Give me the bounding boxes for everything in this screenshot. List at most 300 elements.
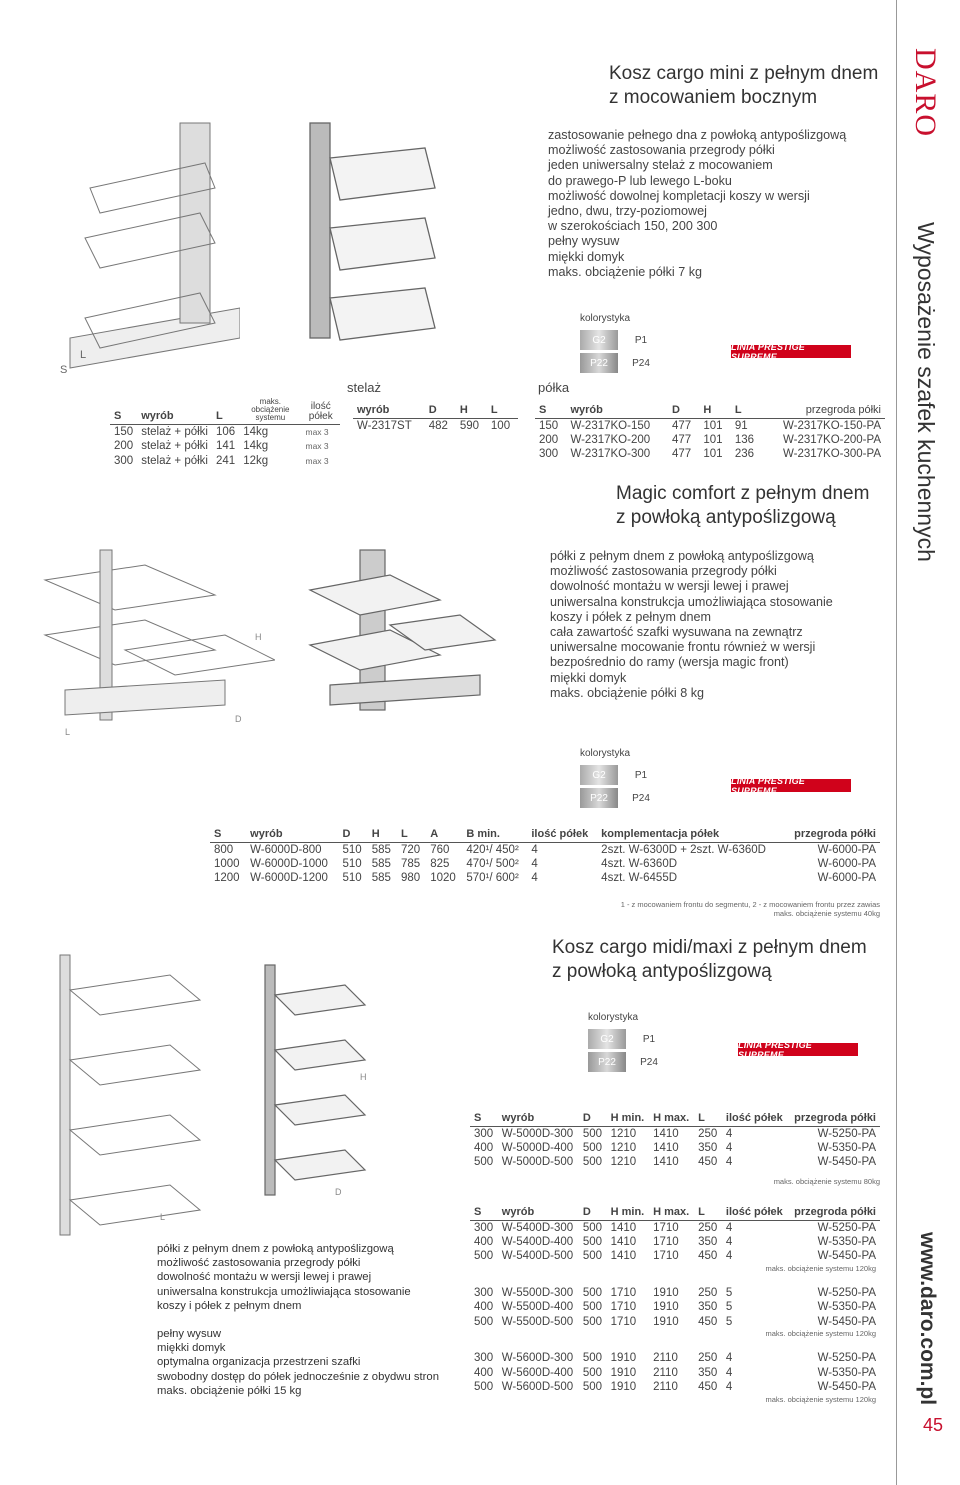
table-row bbox=[470, 1235, 880, 1250]
table-row bbox=[470, 1351, 880, 1366]
description-line: koszy i półek z pełnym dnem bbox=[550, 609, 711, 624]
table-row bbox=[470, 1220, 880, 1235]
table-cell: W-5250-PA bbox=[817, 1221, 876, 1234]
table-cell: max 3 bbox=[305, 427, 329, 437]
table-cell: 91 bbox=[734, 419, 748, 432]
col-s: S bbox=[110, 398, 137, 425]
section1-title-line1: Kosz cargo mini z pełnym dnem bbox=[609, 63, 879, 84]
table-cell: 400 bbox=[474, 1141, 494, 1154]
table-row bbox=[210, 842, 880, 857]
table-cell: 1410 bbox=[653, 1127, 679, 1140]
description-line: miękki domyk bbox=[157, 1342, 226, 1355]
description-line: możliwość zastosowania przegrody półki bbox=[550, 564, 777, 579]
table-cell: 500 bbox=[582, 1301, 603, 1314]
section2-title bbox=[616, 482, 869, 530]
section2-title-line1: Magic comfort z pełnym dnem bbox=[616, 483, 870, 504]
description-line: półki z pełnym dnem z powłoką antypoślizgową bbox=[157, 1243, 394, 1255]
section1-description bbox=[548, 128, 846, 280]
dim-l: L bbox=[80, 349, 87, 361]
table-cell: W-2317KO-300 bbox=[570, 448, 651, 461]
table-cell: 4 bbox=[725, 1141, 733, 1154]
swatch-p24: P24 bbox=[630, 1052, 668, 1072]
column-header: ilość półek bbox=[722, 1200, 788, 1220]
table-cell: W-6000D-1200 bbox=[250, 872, 328, 885]
table-cell: W-5500D-500 bbox=[501, 1315, 574, 1328]
table-cell: stelaż + półki bbox=[141, 426, 208, 438]
table-cell: 350 bbox=[698, 1141, 718, 1154]
table-cargo-midi-2 bbox=[470, 1200, 880, 1417]
description-line: uniwersalne mocowanie frontu również w wersji bbox=[550, 640, 816, 655]
table-row bbox=[470, 1126, 880, 1141]
section3-title-line2: z powłoką antypoślizgową bbox=[552, 961, 772, 982]
table-cell: 800 bbox=[214, 843, 234, 856]
table-header bbox=[210, 822, 880, 842]
table-cell: 1910 bbox=[653, 1286, 679, 1299]
column-header: H min. bbox=[607, 1200, 650, 1220]
table-cell: 150 bbox=[539, 419, 559, 432]
table-row bbox=[470, 1366, 880, 1381]
column-header: B min. bbox=[462, 822, 527, 842]
table-cell: 14kg bbox=[243, 440, 269, 453]
swatch-p24: P24 bbox=[622, 353, 660, 373]
table-cell: 5 bbox=[725, 1315, 733, 1328]
table-cell: W-5000D-400 bbox=[501, 1141, 574, 1154]
table-cell: W-5500D-400 bbox=[501, 1301, 574, 1314]
table-row bbox=[535, 447, 885, 462]
table-cell: 400 bbox=[474, 1366, 494, 1379]
table-cell: W-5400D-400 bbox=[501, 1235, 574, 1248]
column-header: A bbox=[426, 822, 462, 842]
system-load-note: maks. obciążenie systemu 120kg bbox=[765, 1263, 876, 1273]
col-h: H bbox=[699, 398, 730, 418]
table-cell: max 3 bbox=[305, 441, 329, 452]
table-cell: 4 bbox=[725, 1221, 733, 1234]
col-max bbox=[239, 398, 301, 425]
dim-s: S bbox=[60, 364, 68, 376]
table-cell: W-5450-PA bbox=[817, 1250, 876, 1263]
table-row bbox=[470, 1155, 880, 1170]
table-cell: W-6000D-1000 bbox=[250, 857, 328, 870]
prestige-badge-1: LINIA PRESTIGE SUPREME bbox=[731, 345, 851, 358]
section2-title-line2: z powłoką antypoślizgową bbox=[616, 507, 836, 528]
table-cell: 300 bbox=[474, 1352, 494, 1365]
table-cell: 350 bbox=[698, 1235, 718, 1248]
table-cell: 300 bbox=[539, 448, 559, 461]
table-row bbox=[353, 418, 518, 433]
column-header: D bbox=[579, 1106, 607, 1126]
table-magic-comfort bbox=[210, 822, 880, 886]
system-load-note: maks. obciążenie systemu 120kg bbox=[765, 1329, 876, 1338]
table-cell: 500 bbox=[474, 1381, 494, 1394]
section2-note1: 1 - z mocowaniem frontu do segmentu, 2 - z mocowaniem frontu przez zawias bbox=[620, 900, 880, 909]
description-line: możliwość zastosowania przegrody półki bbox=[548, 143, 775, 158]
table-row bbox=[110, 439, 340, 454]
column-header: L bbox=[694, 1106, 722, 1126]
section3-title bbox=[552, 936, 867, 984]
section2-description bbox=[550, 549, 833, 701]
table-cell: W-5350-PA bbox=[817, 1141, 876, 1154]
table-cell: 350 bbox=[698, 1301, 718, 1314]
kolorystyka-label: kolorystyka bbox=[588, 1012, 639, 1023]
table-cell: 477 bbox=[671, 448, 692, 461]
table-cell: 2110 bbox=[653, 1352, 678, 1365]
dim-l: L bbox=[65, 727, 71, 737]
table-row bbox=[470, 1300, 880, 1315]
table-cell: 250 bbox=[698, 1221, 718, 1234]
table-cell: 1710 bbox=[653, 1250, 679, 1263]
table-cell: 241 bbox=[216, 454, 236, 467]
table-cell: 250 bbox=[698, 1286, 718, 1299]
note-row bbox=[470, 1329, 880, 1351]
column-header: H bbox=[368, 822, 397, 842]
table-cell: 1910 bbox=[610, 1381, 637, 1394]
table-cell: W-5250-PA bbox=[817, 1352, 876, 1365]
table-cell: 2110 bbox=[653, 1366, 678, 1379]
swatch-g2: G2 bbox=[588, 1029, 626, 1049]
column-header: wyrób bbox=[498, 1106, 579, 1126]
table-cell: 1910 bbox=[653, 1315, 679, 1328]
table-cell: W-5000D-500 bbox=[501, 1156, 574, 1169]
table-cell: 585 bbox=[371, 872, 391, 885]
table-cell: 2110 bbox=[653, 1381, 678, 1394]
description-line: jedno, dwu, trzy-poziomowej bbox=[548, 204, 707, 219]
table-cell: 1410 bbox=[610, 1221, 637, 1234]
column-header: L bbox=[694, 1200, 722, 1220]
table-cell: 1910 bbox=[610, 1366, 637, 1379]
table-cell: 450 bbox=[698, 1250, 718, 1263]
prestige-badge-2: LINIA PRESTIGE SUPREME bbox=[731, 779, 851, 792]
section1-title bbox=[609, 62, 878, 110]
stelaz-caption: stelaż bbox=[347, 380, 381, 395]
swatch-p22: P22 bbox=[580, 353, 618, 373]
table-header bbox=[470, 1200, 880, 1220]
col-wyrob: wyrób bbox=[566, 398, 667, 418]
table-cell: W-5600D-500 bbox=[501, 1381, 574, 1394]
table-cell: 141 bbox=[216, 440, 236, 453]
table-cell: 300 bbox=[474, 1286, 494, 1299]
col-l: L bbox=[731, 398, 762, 418]
table-cell: 4 bbox=[725, 1127, 733, 1140]
table-cell: 4 bbox=[725, 1352, 733, 1365]
table-cell: W-5600D-400 bbox=[501, 1366, 574, 1379]
cargo-mini-drawing bbox=[40, 118, 240, 388]
column-header: D bbox=[579, 1200, 607, 1220]
col-przegroda: przegroda półki bbox=[762, 398, 885, 418]
col-s: S bbox=[535, 398, 566, 418]
table-cell: 450 bbox=[698, 1315, 718, 1328]
table-cell: W-5250-PA bbox=[817, 1127, 876, 1140]
table-row bbox=[470, 1249, 880, 1264]
column-header: L bbox=[397, 822, 426, 842]
table-cell: 500 bbox=[582, 1352, 603, 1365]
table-cell: 500 bbox=[582, 1235, 603, 1248]
table-header bbox=[535, 398, 885, 418]
table-cell: 720 bbox=[400, 843, 421, 856]
table-cell: 4 bbox=[531, 843, 538, 856]
column-header: S bbox=[210, 822, 246, 842]
table-cell: W-2317KO-200-PA bbox=[782, 433, 881, 446]
table-cell: 4szt. W-6360D bbox=[601, 857, 678, 870]
table-polka bbox=[535, 398, 885, 462]
kolorystyka-label: kolorystyka bbox=[580, 748, 631, 759]
description-line: miękki domyk bbox=[548, 249, 625, 264]
table-cell: 1210 bbox=[610, 1127, 637, 1140]
description-line: swobodny dostęp do półek jednocześnie z obydwu stron bbox=[157, 1370, 439, 1383]
table-cell: W-5350-PA bbox=[817, 1301, 876, 1314]
table-cell: 12kg bbox=[243, 454, 269, 467]
swatch-p1: P1 bbox=[630, 1029, 668, 1049]
logo-text: DARO bbox=[909, 48, 942, 138]
col-d: D bbox=[425, 398, 456, 418]
table-cell: 1710 bbox=[610, 1301, 637, 1314]
table-cell: W-5450-PA bbox=[817, 1381, 876, 1394]
description-line: dowolność montażu w wersji lewej i prawej bbox=[157, 1271, 372, 1284]
table-cell: 4 bbox=[531, 872, 538, 885]
table-stelaz-polki bbox=[110, 398, 340, 468]
column-header: ilość półek bbox=[527, 822, 597, 842]
brand-logo bbox=[908, 48, 942, 148]
table-cell: 1710 bbox=[653, 1221, 679, 1234]
note-row bbox=[470, 1264, 880, 1286]
kolorystyka-label: kolorystyka bbox=[580, 313, 631, 324]
table-cell: 236 bbox=[734, 448, 755, 461]
col-ilosc bbox=[302, 398, 341, 425]
table-cell: 500 bbox=[582, 1141, 603, 1154]
section2-colors bbox=[580, 748, 690, 808]
table-cell: 300 bbox=[474, 1127, 494, 1140]
table-cell: 101 bbox=[703, 433, 723, 446]
description-line: optymalna organizacja przestrzeni szafki bbox=[157, 1356, 361, 1369]
swatch-p22: P22 bbox=[580, 788, 618, 808]
table-cell: max 3 bbox=[305, 455, 329, 466]
table-cell: 4szt. W-6455D bbox=[601, 872, 678, 885]
section3-note1: maks. obciążenie systemu 80kg bbox=[773, 1177, 880, 1186]
table-cell: 500 bbox=[474, 1315, 494, 1328]
table-cell: 1910 bbox=[610, 1352, 637, 1365]
description-line: uniwersalna konstrukcja umożliwiająca stosowanie bbox=[550, 594, 833, 609]
table-cell: 1410 bbox=[610, 1235, 637, 1248]
table-cell: W-6000-PA bbox=[817, 857, 876, 870]
table-cell: 101 bbox=[703, 419, 723, 432]
page-number: 45 bbox=[923, 1415, 944, 1435]
table-cell: W-5350-PA bbox=[817, 1366, 876, 1379]
table-cell: 400 bbox=[474, 1235, 494, 1248]
swatch-p24: P24 bbox=[622, 788, 660, 808]
table-cell: 510 bbox=[342, 843, 362, 856]
cargo-midi-photo bbox=[255, 960, 375, 1200]
dim-h: H bbox=[360, 1072, 367, 1082]
table-cell: 1910 bbox=[653, 1301, 679, 1314]
table-row bbox=[110, 425, 340, 440]
table-cell: 5 bbox=[725, 1286, 733, 1299]
table-row bbox=[470, 1141, 880, 1156]
table-row bbox=[470, 1286, 880, 1301]
table-cell: 300 bbox=[114, 454, 134, 467]
col-l: L bbox=[212, 398, 239, 425]
description-line: do prawego-P lub lewego L-boku bbox=[548, 173, 732, 188]
table-cell: stelaż + półki bbox=[141, 454, 208, 467]
table-cell: 1410 bbox=[653, 1156, 679, 1169]
table-cell: W-2317ST bbox=[357, 419, 412, 432]
table-row bbox=[535, 418, 885, 433]
table-cell: 590 bbox=[459, 419, 480, 432]
polka-caption: półka bbox=[538, 380, 570, 395]
table-cell: 500 bbox=[582, 1250, 603, 1263]
table-cell: 450 bbox=[698, 1381, 718, 1394]
cargo-midi-drawing bbox=[40, 950, 230, 1240]
section3-description bbox=[157, 1242, 439, 1398]
table-cell: 450 bbox=[698, 1156, 718, 1169]
table-cell: 101 bbox=[703, 448, 723, 461]
table-cell: 4 bbox=[725, 1366, 733, 1379]
table-cell: 4 bbox=[531, 857, 538, 870]
column-header: komplementacja półek bbox=[597, 822, 783, 842]
side-title: Wyposażenie szafek kuchennych bbox=[913, 222, 939, 562]
dim-h: H bbox=[255, 632, 262, 642]
table-cell: 200 bbox=[539, 433, 559, 446]
table-cell: W-5400D-300 bbox=[501, 1221, 574, 1234]
table-cell: W-5000D-300 bbox=[501, 1127, 574, 1140]
table-cell: 477 bbox=[671, 433, 692, 446]
swatch-g2: G2 bbox=[580, 330, 618, 350]
column-header: wyrób bbox=[246, 822, 338, 842]
table-cell: 2szt. W-6300D + 2szt. W-6360D bbox=[601, 843, 766, 856]
table-cell: 1410 bbox=[610, 1250, 637, 1263]
description-line: bezpośrednio do ramy (wersja magic front) bbox=[550, 655, 789, 670]
table-cell: W-6000-PA bbox=[817, 872, 876, 885]
table-cell: 500 bbox=[582, 1221, 603, 1234]
table-cell: 400 bbox=[474, 1301, 494, 1314]
column-header: H max. bbox=[649, 1200, 694, 1220]
table-cell: 500 bbox=[582, 1156, 603, 1169]
table-row bbox=[110, 454, 340, 469]
col-d: D bbox=[668, 398, 699, 418]
col-wyrob: wyrób bbox=[137, 398, 212, 425]
dim-d: D bbox=[235, 714, 242, 724]
column-header: D bbox=[338, 822, 367, 842]
description-line: maks. obciążenie półki 8 kg bbox=[550, 685, 705, 700]
table-cell: 350 bbox=[698, 1366, 718, 1379]
magic-comfort-photo bbox=[300, 545, 500, 715]
description-line: w szerokościach 150, 200 300 bbox=[548, 219, 718, 234]
swatch-p22: P22 bbox=[588, 1052, 626, 1072]
table-cell: W-5450-PA bbox=[817, 1156, 876, 1169]
section3-title-line1: Kosz cargo midi/maxi z pełnym dnem bbox=[552, 937, 867, 958]
table-cell: W-2317KO-200 bbox=[570, 433, 651, 446]
table-cell: 585 bbox=[371, 843, 391, 856]
table-cell: W-2317KO-150 bbox=[570, 419, 651, 432]
table-header bbox=[470, 1106, 880, 1126]
table-cell: 585 bbox=[371, 857, 391, 870]
table-cell: 500 bbox=[582, 1315, 603, 1328]
col-l: L bbox=[487, 398, 518, 418]
description-line: uniwersalna konstrukcja umożliwiająca stosowanie bbox=[157, 1285, 411, 1298]
table-cell: 250 bbox=[698, 1127, 718, 1140]
table-cell: 980 bbox=[400, 872, 421, 885]
table-cell: W-5250-PA bbox=[817, 1286, 876, 1299]
table-cell: 785 bbox=[400, 857, 421, 870]
description-line: zastosowanie pełnego dna z powłoką antypoślizgową bbox=[548, 128, 847, 142]
table-row bbox=[210, 871, 880, 886]
column-header: ilość półek bbox=[722, 1106, 788, 1126]
table-header bbox=[110, 398, 340, 425]
description-line: pełny wysuw bbox=[548, 234, 620, 249]
table-cell: 510 bbox=[342, 872, 362, 885]
table-cell: 1000 bbox=[214, 857, 240, 870]
description-line: miękki domyk bbox=[550, 670, 627, 685]
table-cell: 1710 bbox=[653, 1235, 679, 1248]
table-cell: 4 bbox=[725, 1381, 733, 1394]
section3-colors bbox=[588, 1012, 698, 1072]
table-stelaz bbox=[353, 398, 518, 433]
website[interactable]: www.daro.com.pl bbox=[916, 1232, 939, 1406]
table-cell: W-2317KO-150-PA bbox=[782, 419, 881, 432]
table-cell: W-5400D-500 bbox=[501, 1250, 574, 1263]
table-row bbox=[210, 857, 880, 872]
table-row bbox=[535, 433, 885, 448]
table-cell: 500 bbox=[474, 1156, 494, 1169]
dim-d: D bbox=[335, 1187, 342, 1197]
description-line: jeden uniwersalny stelaż z mocowaniem bbox=[548, 158, 773, 173]
col-wyrob: wyrób bbox=[353, 398, 425, 418]
swatch-p1: P1 bbox=[622, 765, 660, 785]
table-cell: 1710 bbox=[610, 1286, 637, 1299]
system-load-note: maks. obciążenie systemu 120kg bbox=[765, 1394, 876, 1404]
table-cell: 136 bbox=[734, 433, 755, 446]
table-cell: 1200 bbox=[214, 872, 240, 885]
table-cell: 1410 bbox=[653, 1141, 679, 1154]
table-cell: 500 bbox=[474, 1250, 494, 1263]
table-cell: 510 bbox=[342, 857, 362, 870]
table-cell: 300 bbox=[474, 1221, 494, 1234]
table-cell: W-5600D-300 bbox=[501, 1352, 574, 1365]
table-row bbox=[470, 1380, 880, 1395]
table-cell: 4 bbox=[725, 1250, 733, 1263]
table-cell: 500 bbox=[582, 1286, 603, 1299]
prestige-badge-3: LINIA PRESTIGE SUPREME bbox=[738, 1043, 858, 1056]
table-cell: 4 bbox=[725, 1235, 733, 1248]
table-cell: 1710 bbox=[610, 1315, 637, 1328]
table-cell: 482 bbox=[428, 419, 448, 432]
col-h: H bbox=[456, 398, 487, 418]
table-row bbox=[470, 1315, 880, 1330]
dim-l: L bbox=[160, 1212, 166, 1222]
description-line: maks. obciążenie półki 15 kg bbox=[157, 1384, 302, 1397]
table-cell: 106 bbox=[216, 426, 236, 438]
right-divider bbox=[896, 0, 897, 1485]
cargo-mini-photo bbox=[305, 118, 445, 348]
table-cell: W-6000D-800 bbox=[250, 843, 322, 856]
table-cell: W-5450-PA bbox=[817, 1315, 876, 1328]
table-cell: 1020 bbox=[430, 872, 456, 885]
table-cell: 200 bbox=[114, 440, 134, 453]
section1-colors bbox=[580, 313, 690, 373]
column-header: S bbox=[470, 1200, 498, 1220]
description-line: maks. obciążenie półki 7 kg bbox=[548, 264, 703, 279]
table-header bbox=[353, 398, 518, 418]
table-cell: 250 bbox=[698, 1352, 718, 1365]
table-cell: stelaż + półki bbox=[141, 440, 208, 453]
table-cell: W-5350-PA bbox=[817, 1235, 876, 1248]
table-cell: 4 bbox=[725, 1156, 733, 1169]
table-cell: W-5500D-300 bbox=[501, 1286, 574, 1299]
section2-note2: maks. obciążenie systemu 40kg bbox=[773, 909, 880, 918]
column-header: wyrób bbox=[498, 1200, 579, 1220]
description-line: koszy i półek z pełnym dnem bbox=[157, 1299, 302, 1312]
column-header: przegroda półki bbox=[788, 1200, 880, 1220]
table-cell: 5 bbox=[725, 1301, 733, 1314]
description-line: cała zawartość szafki wysuwana na zewnątrz bbox=[550, 625, 803, 640]
